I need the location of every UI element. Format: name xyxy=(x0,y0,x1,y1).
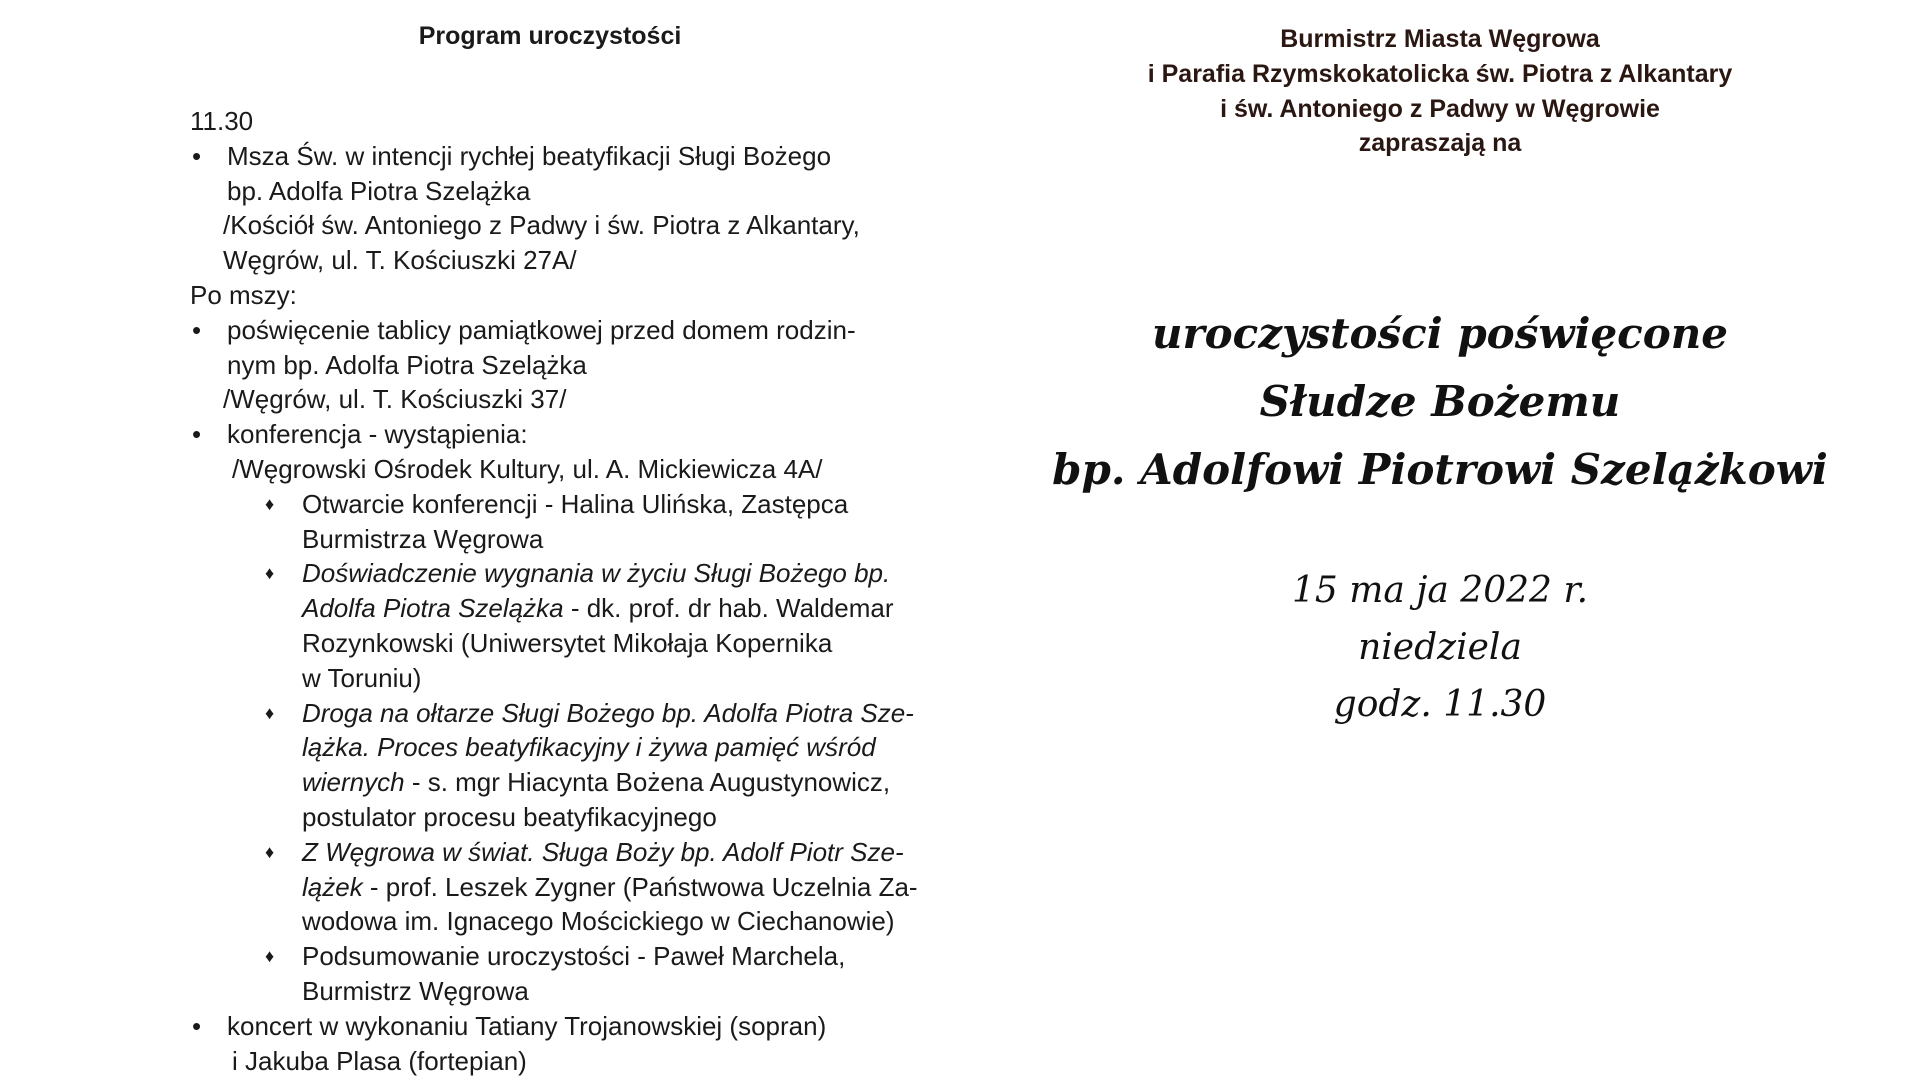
plaque-location: /Węgrów, ul. T. Kościuszki 37/ xyxy=(223,384,567,415)
beatification-line-3 xyxy=(302,765,930,800)
summary-line-2: Burmistrz Węgrowa xyxy=(302,975,529,1006)
beatification-title-line-3: wiernych xyxy=(302,767,405,798)
world-line-3: wodowa im. Ignacego Mościckiego w Ciechanowie) xyxy=(302,906,895,937)
event-weekday: niedziela xyxy=(1358,627,1522,668)
host-line-2: i Parafia Rzymskokatolicka św. Piotra z Alkantary xyxy=(1147,59,1733,88)
program-list xyxy=(190,104,930,1078)
bullet-icon: • xyxy=(192,314,202,345)
bullet-icon: • xyxy=(192,419,202,450)
summary-line-1: Podsumowanie uroczystości - Paweł Marchela, xyxy=(302,941,846,972)
exile-speaker: - dk. prof. dr hab. Waldemar xyxy=(563,593,894,624)
program-item-plaque xyxy=(190,313,930,383)
program-item-mass xyxy=(190,139,930,209)
diamond-bullet-icon: ♦ xyxy=(265,841,275,862)
event-date-block xyxy=(960,562,1920,733)
beatification-title-line-1: Droga na ołtarze Sługi Bożego bp. Adolfa Piotra Sze- xyxy=(302,697,914,728)
world-title-line-1: Z Węgrowa w świat. Sługa Boży bp. Adolf Piotr Sze- xyxy=(302,836,904,867)
hosts-block xyxy=(960,22,1920,161)
host-line-1: Burmistrz Miasta Węgrowa xyxy=(1280,25,1600,53)
diamond-bullet-icon: ♦ xyxy=(265,563,275,584)
mass-line-1: Msza Św. w intencji rychłej beatyfikacji Sługi Bożego xyxy=(227,140,832,171)
event-time: godz. 11.30 xyxy=(1333,684,1547,725)
conference-item-opening xyxy=(190,487,930,557)
beatification-speaker: - s. mgr Hiacynta Bożena Augustynowicz, xyxy=(404,767,891,798)
headline-line-1: uroczystości poświęcone xyxy=(1151,309,1729,358)
program-title: Program uroczystości xyxy=(418,22,682,50)
event-headline xyxy=(960,300,1920,504)
opening-line-2: Burmistrza Węgrowa xyxy=(302,523,544,554)
program-item-conference xyxy=(190,417,930,452)
bullet-icon: • xyxy=(192,1010,202,1041)
conference-location: /Węgrowski Ośrodek Kultury, ul. A. Mickiewicza 4A/ xyxy=(232,453,823,484)
concert-line-2: i Jakuba Plasa (fortepian) xyxy=(232,1045,527,1076)
conference-item-world xyxy=(190,835,930,939)
opening-line-1: Otwarcie konferencji - Halina Ulińska, Zastępca xyxy=(302,488,849,519)
bullet-icon: • xyxy=(192,140,202,171)
conference-item-beatification xyxy=(190,696,930,835)
headline-line-3: bp. Adolfowi Piotrowi Szelążkowi xyxy=(1052,445,1828,494)
host-line-3: i św. Antoniego z Padwy w Węgrowie xyxy=(1220,94,1660,123)
host-line-4: zapraszają na xyxy=(1358,129,1522,158)
mass-line-2: bp. Adolfa Piotra Szelążka xyxy=(227,175,531,206)
mass-location-line-2: Węgrów, ul. T. Kościuszki 27A/ xyxy=(223,245,577,276)
beatification-line-4: postulator procesu beatyfikacyjnego xyxy=(302,801,717,832)
world-speaker: - prof. Leszek Zygner (Państwowa Uczelnia Za- xyxy=(362,871,918,902)
concert-line-1: koncert w wykonaniu Tatiany Trojanowskiej (sopran) xyxy=(227,1010,827,1041)
exile-title-line-2: Adolfa Piotra Szelążka xyxy=(302,593,564,624)
diamond-bullet-icon: ♦ xyxy=(265,946,275,967)
world-title-line-2: lążek xyxy=(302,871,363,902)
beatification-title-line-2: lążka. Proces beatyfikacyjny i żywa pamięć wśród xyxy=(302,732,876,763)
invitation-page xyxy=(960,0,1920,1080)
plaque-line-1: poświęcenie tablicy pamiątkowej przed domem rodzin- xyxy=(227,314,856,345)
diamond-bullet-icon: ♦ xyxy=(265,493,275,514)
after-mass-label: Po mszy: xyxy=(190,279,297,310)
mass-location-line-1: /Kościół św. Antoniego z Padwy i św. Piotra z Alkantary, xyxy=(223,210,860,241)
world-line-2 xyxy=(302,870,930,905)
exile-title-line-1: Doświadczenie wygnania w życiu Sługi Bożego bp. xyxy=(302,558,891,589)
conference-item-exile xyxy=(190,556,930,695)
exile-line-4: w Toruniu) xyxy=(302,662,422,693)
exile-line-2 xyxy=(302,591,930,626)
diamond-bullet-icon: ♦ xyxy=(265,702,275,723)
event-date: 15 ma ja 2022 r. xyxy=(1291,570,1589,611)
program-item-concert xyxy=(190,1009,930,1044)
start-time: 11.30 xyxy=(190,106,254,136)
headline-line-2: Słudze Bożemu xyxy=(1259,377,1621,426)
exile-line-3: Rozynkowski (Uniwersytet Mikołaja Kopernika xyxy=(302,627,833,658)
plaque-line-2: nym bp. Adolfa Piotra Szelążka xyxy=(227,349,587,380)
conference-line-1: konferencja - wystąpienia: xyxy=(227,419,528,450)
conference-item-summary xyxy=(190,939,930,1009)
